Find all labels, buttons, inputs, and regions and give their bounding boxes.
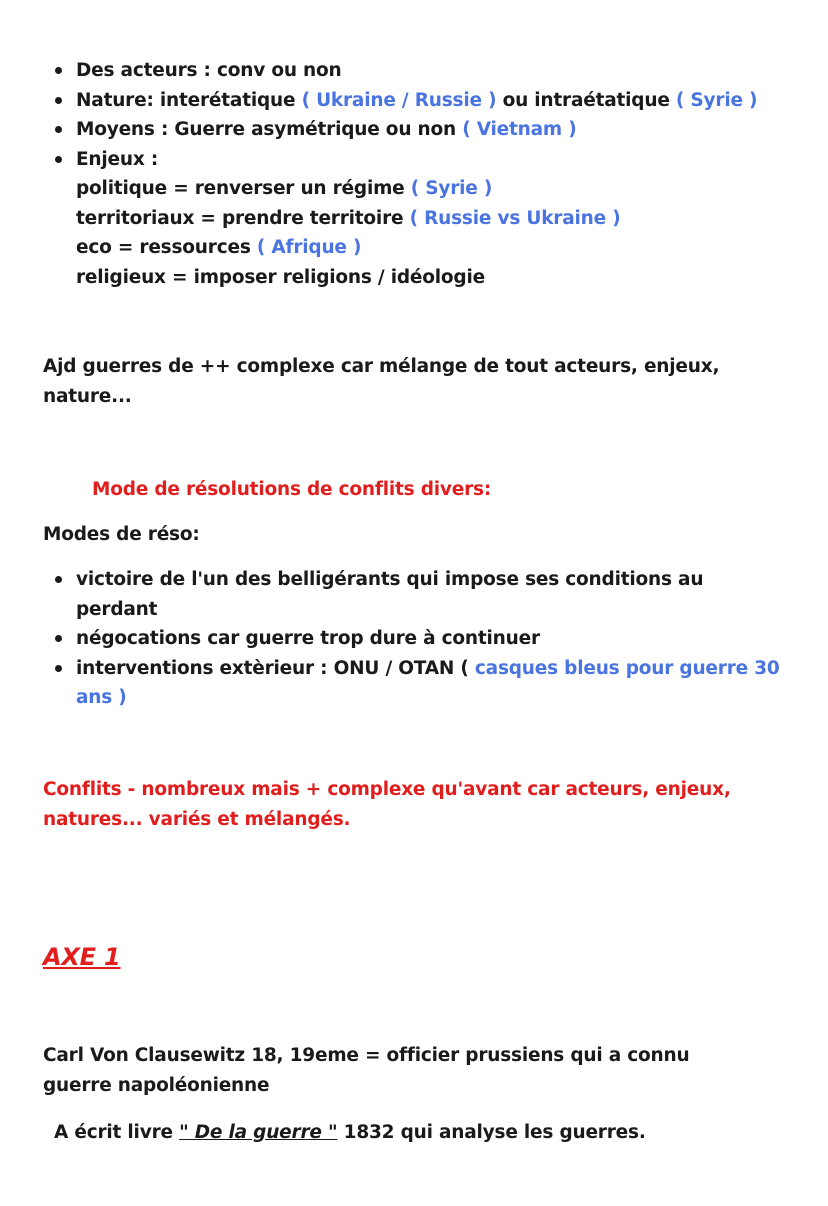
book-post: 1832 qui analyse les guerres. (337, 1122, 646, 1143)
resolution-heading: Mode de résolutions de conflits divers: (92, 479, 492, 500)
complexity-paragraph: Ajd guerres de ++ complexe car mélange de tout acteurs, enjeux, nature... (43, 356, 720, 407)
list-item (43, 565, 788, 624)
list-item-enjeux (43, 145, 798, 293)
item-text: victoire de l'un des belligérants qui impose ses conditions au perdant (76, 569, 704, 620)
conflict-types-list (43, 56, 798, 292)
enjeux-item (76, 204, 798, 234)
item-text: Des acteurs : conv ou non (76, 60, 342, 81)
enjeux-text: politique = renverser un régime (76, 178, 411, 199)
example-text: casques bleus pour guerre 30 ans ) (76, 657, 780, 708)
enjeux-text: religieux = imposer religions / idéologie (76, 266, 485, 288)
item-text: interventions extèrieur : ONU / OTAN ( (76, 657, 475, 679)
item-text: négocations car guerre trop dure à continuer (76, 628, 540, 649)
resolution-list (43, 565, 788, 713)
example-text: ( Ukraine / Russie ) (301, 89, 497, 111)
enjeux-text: eco = ressources (76, 237, 257, 258)
book-line (54, 1118, 798, 1148)
enjeux-label: Enjeux : (76, 148, 159, 170)
item-text: Moyens : Guerre asymétrique ou non (76, 119, 463, 140)
list-item (43, 86, 798, 116)
conclusion-paragraph: Conflits - nombreux mais + complexe qu'avant car acteurs, enjeux, natures... variés et mélangés. (43, 779, 731, 830)
axe-title: AXE 1 (43, 943, 121, 971)
list-item (43, 654, 788, 713)
list-item (43, 624, 788, 654)
enjeux-text: territoriaux = prendre territoire (76, 207, 410, 229)
item-text: Nature: interétatique (76, 89, 302, 111)
item-text: ou intraétatique (496, 89, 676, 111)
book-title: " De la guerre " (179, 1122, 338, 1143)
clausewitz-paragraph: Carl Von Clausewitz 18, 19eme = officier prussiens qui a connu guerre napoléonienne (43, 1045, 690, 1096)
enjeux-item (76, 263, 798, 293)
enjeux-item (76, 174, 798, 204)
example-text: ( Russie vs Ukraine ) (409, 207, 621, 229)
enjeux-item (76, 233, 798, 263)
book-pre: A écrit livre (54, 1122, 180, 1143)
resolution-section (43, 565, 788, 713)
resolution-intro: Modes de réso: (43, 524, 200, 545)
conflict-types-section (43, 56, 798, 292)
list-item (43, 56, 798, 86)
example-text: ( Syrie ) (675, 89, 758, 111)
list-item (43, 115, 798, 145)
example-text: ( Vietnam ) (462, 119, 577, 140)
example-text: ( Afrique ) (256, 237, 362, 258)
example-text: ( Syrie ) (410, 178, 493, 199)
